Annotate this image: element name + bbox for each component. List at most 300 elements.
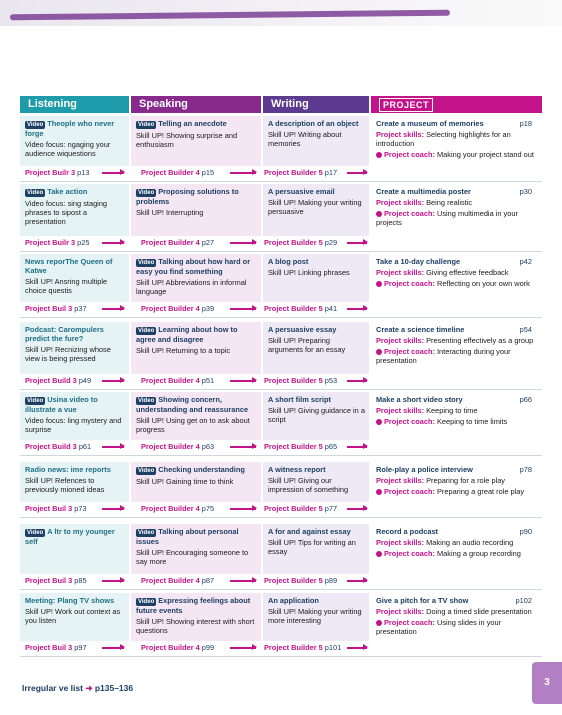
project-builder-label: Project Builder 4 (141, 442, 200, 451)
writing-cell (263, 593, 369, 641)
header-speaking: Speaking (131, 96, 261, 113)
project-builder-link[interactable] (25, 504, 87, 514)
writing-cell-skill: Skill UP! Making your writing persuasive (268, 198, 362, 216)
listening-cell (20, 254, 129, 302)
project-builder-page: p87 (201, 576, 215, 585)
video-icon: Video (27, 190, 44, 196)
table-row (20, 116, 542, 180)
writing-cell (263, 254, 369, 302)
video-icon: Video (138, 190, 155, 196)
arrow-right-icon (102, 580, 124, 582)
listening-cell (20, 116, 129, 166)
coach-icon (376, 281, 382, 287)
project-coach-text: Interacting during your presentation (376, 347, 511, 365)
project-skills-text: Selecting highlights for an introduction (376, 130, 511, 148)
project-title: Role-play a police interview (376, 465, 473, 474)
project-builder-label: Project Builder 4 (141, 504, 200, 513)
speaking-cell-title-text: Talking about personal issues (136, 527, 239, 546)
project-builder-link[interactable] (264, 504, 337, 514)
project-builder-label: Project Builder 4 (141, 643, 200, 652)
listening-cell (20, 392, 129, 440)
listening-cell (20, 462, 129, 502)
listening-cell-title (25, 187, 125, 197)
header-writing: Writing (263, 96, 369, 113)
project-title: Create a museum of memories (376, 119, 484, 128)
listening-cell-skill: Video focus: sing staging phrases to sipost a presentation (25, 199, 108, 226)
project-builder-page: p51 (201, 376, 215, 385)
listening-cell-title-text: Podcast: Carompulers predict the fure? (25, 325, 104, 343)
project-page: p102 (515, 596, 532, 605)
arrow-right-icon (102, 446, 124, 448)
arrow-right-icon (230, 580, 256, 582)
writing-cell-skill: Skill UP! Writing about memories (268, 130, 342, 148)
project-builder-link[interactable] (25, 576, 87, 586)
project-builder-link[interactable] (141, 504, 214, 514)
project-coach-text: Making a group recording (437, 549, 521, 558)
project-skills-label: Project skills: (376, 607, 425, 616)
project-builder-label: Project Builder 5 (264, 442, 323, 451)
irregular-verb-list-link[interactable] (22, 683, 133, 694)
speaking-cell-title (136, 119, 257, 129)
table-row (20, 322, 542, 388)
speaking-cell-title-text: Checking understanding (158, 465, 245, 474)
speaking-cell-title (136, 187, 257, 206)
writing-cell-title-text: A for and against essay (268, 527, 351, 536)
project-skills (376, 268, 538, 277)
listening-cell-skill: Skill UP! Ansring multiple choice questis (25, 277, 108, 295)
project-builder-page: p65 (324, 442, 338, 451)
writing-cell-title (268, 465, 365, 474)
project-builder-label: Project Buil 3 (25, 504, 73, 513)
speaking-cell (131, 322, 261, 374)
project-skills-label: Project skills: (376, 476, 425, 485)
speaking-cell-title-text: Proposing solutions to problems (136, 187, 239, 206)
arrow-right-icon (347, 380, 367, 382)
project-builder-label: Project Builder 5 (264, 304, 323, 313)
project-builder-link[interactable] (264, 168, 337, 178)
listening-cell-title-text: Theople who never forge (25, 119, 115, 138)
project-builder-page: p29 (324, 238, 338, 247)
writing-cell-skill: Skill UP! Tips for writing an essay (268, 538, 356, 556)
project-builder-link[interactable] (25, 304, 87, 314)
project-coach (376, 209, 538, 227)
project-skills (376, 538, 538, 547)
project-builder-page: p75 (201, 504, 215, 513)
row-divider (20, 455, 542, 456)
writing-cell-skill: Skill UP! Preparing arguments for an essay (268, 336, 346, 354)
listening-cell-title (25, 257, 125, 275)
arrow-right-icon (347, 508, 367, 510)
project-skills-text: Being realistic (426, 198, 473, 207)
project-title: Create a science timeline (376, 325, 465, 334)
writing-cell-skill: Skill UP! Giving our impression of something (268, 476, 349, 494)
arrow-right-icon (102, 308, 124, 310)
listening-cell-skill: Video focus: ngaging your audience wiquestions (25, 140, 111, 158)
project-coach-label: Project coach: (384, 347, 435, 356)
project-skills-label: Project skills: (376, 336, 425, 345)
writing-cell-title (268, 395, 365, 404)
project-builder-label: Project Build 3 (25, 376, 77, 385)
project-builder-page: p17 (324, 168, 338, 177)
project-coach-text: Using multimedia in your projects (376, 209, 518, 227)
writing-cell-title (268, 119, 365, 128)
top-decoration (0, 0, 562, 26)
project-skills (376, 607, 538, 616)
project-builder-label: Project Build 3 (25, 442, 77, 451)
video-icon: Video (138, 122, 155, 128)
project-builder-link[interactable] (25, 168, 90, 178)
project-title: Create a multimedia poster (376, 187, 471, 196)
project-builder-label: Project Builder 5 (264, 576, 323, 585)
speaking-cell-skill: Skill UP! Using get on to ask about progress (136, 416, 250, 434)
row-divider (20, 181, 542, 182)
writing-cell (263, 184, 369, 236)
table-row (20, 392, 542, 454)
writing-cell-skill: Skill UP! Giving guidance in a script (268, 406, 365, 424)
project-builder-page: p99 (201, 643, 215, 652)
project-page: p18 (519, 119, 532, 128)
listening-cell-title (25, 465, 125, 474)
arrow-right-icon (347, 647, 367, 649)
table-row (20, 462, 542, 516)
project-coach-label: Project coach: (384, 549, 435, 558)
project-cell (371, 116, 542, 180)
project-builder-label: Project Builder 5 (264, 376, 323, 385)
project-page: p54 (519, 325, 532, 334)
project-builder-label: Project Builder 4 (141, 238, 200, 247)
listening-cell-title (25, 119, 125, 138)
project-badge: PROJECT (379, 98, 433, 112)
project-builder-page: p53 (324, 376, 338, 385)
project-coach-label: Project coach: (384, 487, 435, 496)
speaking-cell-title-text: Learning about how to agree and disagree (136, 325, 238, 344)
project-coach (376, 549, 538, 558)
video-icon: Video (138, 328, 155, 334)
project-builder-page: p97 (74, 643, 87, 652)
project-builder-label: Project Buil 3 (25, 304, 73, 313)
project-builder-page: p37 (74, 304, 87, 313)
row-divider (20, 656, 542, 657)
speaking-cell-skill: Skill UP! Returning to a topic (136, 346, 231, 355)
table-row (20, 593, 542, 655)
listening-cell-title-text: Take action (47, 187, 88, 196)
arrow-right-icon (102, 172, 124, 174)
decorative-swoosh (10, 10, 450, 21)
writing-cell-title-text: A persuasive email (268, 187, 335, 196)
project-builder-link[interactable] (264, 376, 337, 386)
project-builder-link[interactable] (141, 304, 214, 314)
project-cell (371, 524, 542, 588)
project-skills (376, 336, 538, 345)
project-builder-link[interactable] (141, 376, 214, 386)
writing-cell-skill: Skill UP! Linking phrases (268, 268, 350, 277)
project-coach-text: Reflecting on your own work (437, 279, 530, 288)
coach-icon (376, 551, 382, 557)
project-builder-page: p39 (201, 304, 215, 313)
speaking-cell-skill: Skill UP! Gaining time to think (136, 477, 234, 486)
project-builder-page: p73 (74, 504, 87, 513)
arrow-right-icon (102, 508, 124, 510)
project-builder-page: p89 (324, 576, 338, 585)
listening-cell-skill: Skill UP! Recnizing whose view is being pressed (25, 345, 111, 363)
project-builder-page: p101 (324, 643, 342, 652)
project-cell (371, 462, 542, 516)
project-builder-link[interactable] (25, 238, 90, 248)
project-title: Make a short video story (376, 395, 463, 404)
arrow-right-icon (230, 308, 256, 310)
listening-cell-title-text: News reporThe Queen of Katwe (25, 257, 113, 275)
project-builder-label: Project Builder 5 (264, 238, 323, 247)
project-coach (376, 417, 538, 426)
listening-cell-skill: Skill UP! Work out context as you listen (25, 607, 121, 625)
project-title: Take a 10-day challenge (376, 257, 461, 266)
writing-cell-title-text: A witness report (268, 465, 326, 474)
video-icon: Video (27, 530, 44, 536)
project-builder-label: Project Builder 5 (264, 504, 323, 513)
project-builder-link[interactable] (141, 442, 214, 452)
project-page: p30 (519, 187, 532, 196)
coach-icon (376, 349, 382, 355)
speaking-cell-title (136, 395, 257, 414)
project-builder-label: Project Builr 3 (25, 168, 76, 177)
project-title: Give a pitch for a TV show (376, 596, 469, 605)
project-builder-page: p63 (201, 442, 215, 451)
project-builder-label: Project Builr 3 (25, 238, 76, 247)
arrow-right-icon (230, 647, 256, 649)
listening-cell-title (25, 596, 125, 605)
project-builder-label: Project Builder 4 (141, 376, 200, 385)
project-skills-text: Keeping to time (426, 406, 478, 415)
video-icon: Video (27, 122, 44, 128)
project-skills-label: Project skills: (376, 198, 425, 207)
project-builder-link[interactable] (264, 304, 337, 314)
project-builder-label: Project Builder 4 (141, 168, 200, 177)
project-skills-text: Doing a timed slide presentation (426, 607, 532, 616)
video-icon: Video (138, 468, 155, 474)
table-row (20, 524, 542, 588)
arrow-right-icon (102, 242, 124, 244)
video-icon: Video (138, 599, 155, 605)
writing-cell (263, 116, 369, 166)
project-page: p42 (519, 257, 532, 266)
header-project (371, 96, 542, 113)
project-builder-page: p25 (77, 238, 90, 247)
project-builder-link[interactable] (141, 576, 214, 586)
table-row (20, 184, 542, 250)
project-builder-label: Project Buil 3 (25, 643, 73, 652)
project-builder-link[interactable] (264, 643, 341, 653)
project-skills-label: Project skills: (376, 538, 425, 547)
row-divider (20, 589, 542, 590)
speaking-cell-title-text: Showing concern, understanding and reassurance (136, 395, 249, 414)
project-builder-link[interactable] (264, 442, 337, 452)
project-skills-label: Project skills: (376, 130, 425, 139)
project-title: Record a podcast (376, 527, 439, 536)
project-coach-text: Making your project stand out (437, 150, 534, 159)
writing-cell-title (268, 257, 365, 266)
arrow-right-icon (230, 242, 256, 244)
project-builder-page: p13 (77, 168, 90, 177)
speaking-cell-title (136, 325, 257, 344)
arrow-right-icon (102, 647, 124, 649)
arrow-right-icon (230, 508, 256, 510)
coach-icon (376, 211, 382, 217)
speaking-cell-title (136, 596, 257, 615)
project-builder-link[interactable] (264, 238, 337, 248)
project-builder-link[interactable] (141, 168, 214, 178)
project-builder-page: p15 (201, 168, 215, 177)
project-page: p90 (519, 527, 532, 536)
listening-cell-title-text: A ltr to my younger self (25, 527, 115, 546)
project-page: p66 (519, 395, 532, 404)
coach-icon (376, 419, 382, 425)
writing-cell-title-text: A persuasive essay (268, 325, 337, 334)
coach-icon (376, 620, 382, 626)
project-skills (376, 198, 538, 207)
project-coach (376, 487, 538, 496)
project-cell (371, 392, 542, 454)
video-icon: Video (138, 530, 155, 536)
listening-cell (20, 593, 129, 641)
project-builder-page: p61 (78, 442, 92, 451)
writing-cell-skill: Skill UP! Making your writing more interesting (268, 607, 362, 625)
writing-cell-title (268, 187, 365, 196)
project-builder-link[interactable] (141, 643, 214, 653)
writing-cell-title-text: An application (268, 596, 319, 605)
writing-cell (263, 462, 369, 502)
listening-cell-title-text: Radio news: ime reports (25, 465, 111, 474)
row-divider (20, 517, 542, 518)
arrow-right-icon (347, 580, 367, 582)
speaking-cell-title-text: Expressing feelings about future events (136, 596, 251, 615)
project-builder-page: p77 (324, 504, 338, 513)
arrow-right-icon (230, 172, 256, 174)
project-skills (376, 406, 538, 415)
writing-cell (263, 322, 369, 374)
listening-cell-title (25, 527, 125, 546)
listening-cell-skill: Skill UP! Refences to previously mioned ideas (25, 476, 105, 494)
irregular-verb-pages: p135–136 (94, 683, 134, 693)
writing-cell-title-text: A blog post (268, 257, 309, 266)
project-cell (371, 322, 542, 388)
project-coach-label: Project coach: (384, 209, 435, 218)
project-builder-label: Project Buil 3 (25, 576, 73, 585)
arrow-right-icon (347, 242, 367, 244)
writing-cell (263, 392, 369, 440)
row-divider (20, 251, 542, 252)
row-divider (20, 317, 542, 318)
project-builder-page: p27 (201, 238, 215, 247)
arrow-right-icon (347, 446, 367, 448)
arrow-right-icon (102, 380, 124, 382)
listening-cell-title-text: Meeting: Plang TV shows (25, 596, 115, 605)
project-builder-page: p41 (324, 304, 338, 313)
arrow-right-icon (347, 308, 367, 310)
speaking-cell-title (136, 257, 257, 276)
row-divider (20, 389, 542, 390)
project-builder-label: Project Builder 4 (141, 576, 200, 585)
speaking-cell-skill: Skill UP! Encouraging someone to say more (136, 548, 249, 566)
arrow-right-icon (347, 172, 367, 174)
speaking-cell-skill: Skill UP! Showing surprise and enthusiasm (136, 131, 238, 149)
speaking-cell-skill: Skill UP! Showing interest with short questions (136, 617, 255, 635)
listening-cell (20, 322, 129, 374)
project-coach (376, 279, 538, 288)
video-icon: Video (27, 398, 44, 404)
speaking-cell-skill: Skill UP! Interrupting (136, 208, 204, 217)
writing-cell-title (268, 325, 365, 334)
irregular-verb-label: Irregular ve list (22, 683, 83, 693)
speaking-cell (131, 254, 261, 302)
arrow-right-icon: ➜ (85, 683, 93, 693)
project-cell (371, 184, 542, 250)
project-builder-page: p49 (78, 376, 92, 385)
listening-cell-title (25, 325, 125, 343)
speaking-cell-title-text: Talking about how hard or easy you find something (136, 257, 251, 276)
project-coach-text: Keeping to time limits (437, 417, 508, 426)
speaking-cell-title-text: Telling an anecdote (158, 119, 227, 128)
listening-cell-skill: Video focus: ling mystery and surprise (25, 416, 122, 434)
writing-cell (263, 524, 369, 574)
speaking-cell-title (136, 527, 257, 546)
header-listening: Listening (20, 96, 129, 113)
project-builder-link[interactable] (264, 576, 337, 586)
project-coach-label: Project coach: (384, 618, 435, 627)
speaking-cell (131, 593, 261, 641)
project-builder-label: Project Builder 5 (264, 643, 323, 652)
listening-cell (20, 184, 129, 236)
project-coach-text: Using slides in your presentation (376, 618, 502, 636)
project-coach-text: Preparing a great role play (437, 487, 525, 496)
speaking-cell (131, 184, 261, 236)
project-skills-label: Project skills: (376, 406, 425, 415)
project-skills-text: Presenting effectively as a group (426, 336, 534, 345)
arrow-right-icon (230, 380, 256, 382)
writing-cell-title (268, 527, 365, 536)
project-skills-text: Giving effective feedback (426, 268, 509, 277)
project-coach-label: Project coach: (384, 150, 435, 159)
listening-cell-title (25, 395, 125, 414)
project-builder-label: Project Builder 5 (264, 168, 323, 177)
writing-cell-title (268, 596, 365, 605)
project-coach (376, 150, 538, 159)
project-coach (376, 347, 538, 365)
project-skills-label: Project skills: (376, 268, 425, 277)
project-page: p78 (519, 465, 532, 474)
project-coach-label: Project coach: (384, 279, 435, 288)
speaking-cell (131, 116, 261, 166)
project-builder-link[interactable] (25, 376, 91, 386)
project-skills (376, 130, 538, 148)
project-cell (371, 254, 542, 316)
project-cell (371, 593, 542, 655)
speaking-cell-title (136, 465, 257, 475)
speaking-cell (131, 524, 261, 574)
speaking-cell-skill: Skill UP! Abbreviations in informal language (136, 278, 247, 296)
project-builder-page: p85 (74, 576, 87, 585)
project-builder-link[interactable] (141, 238, 214, 248)
speaking-cell (131, 462, 261, 502)
arrow-right-icon (230, 446, 256, 448)
listening-cell-title-text: Usina video to illustrate a vue (25, 395, 98, 414)
listening-cell (20, 524, 129, 574)
speaking-cell (131, 392, 261, 440)
writing-cell-title-text: A short film script (268, 395, 331, 404)
project-builder-link[interactable] (25, 643, 87, 653)
coach-icon (376, 152, 382, 158)
project-builder-link[interactable] (25, 442, 91, 452)
project-coach (376, 618, 538, 636)
